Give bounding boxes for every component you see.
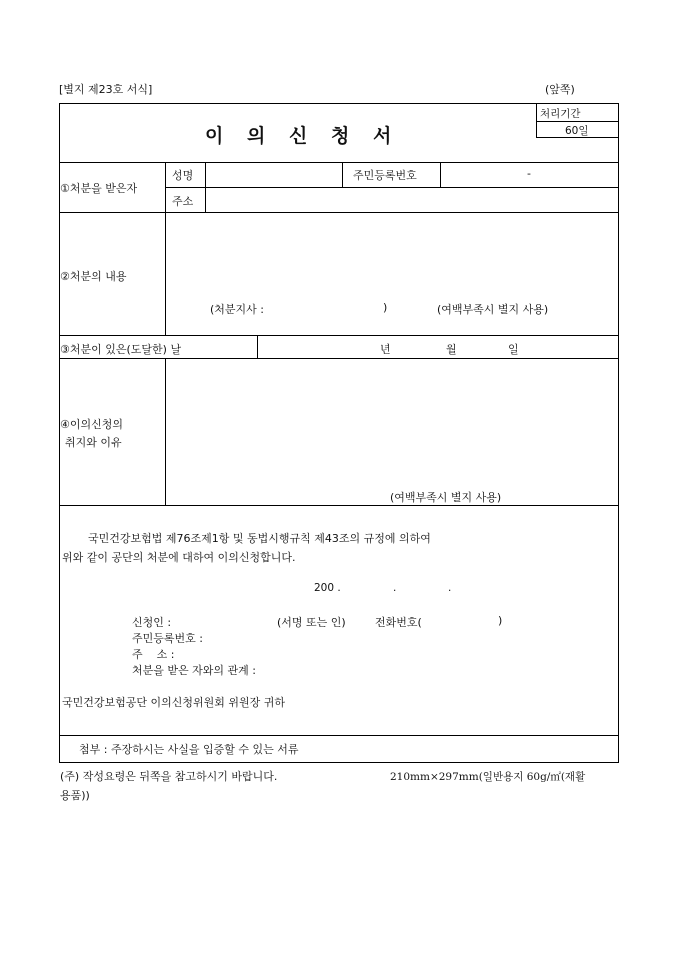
branch-close: ) (383, 301, 388, 314)
address-field[interactable] (206, 189, 617, 211)
title-char: 의 (247, 125, 266, 147)
name-field[interactable] (206, 164, 341, 186)
disposition-content-label: ②처분의 내용 (60, 270, 127, 283)
attachment-note: 첨부 : 주장하시는 사실을 입증할 수 있는 서류 (79, 743, 299, 756)
date-dot-2: . (448, 582, 452, 594)
applicant-rrn-label: 주민등록번호 : (132, 632, 203, 645)
objection-reason-label-1: ④이의신청의 (60, 418, 123, 431)
recipient-section-label: ①처분을 받은자 (60, 182, 138, 195)
title-char: 신 (289, 125, 308, 147)
phone-label: 전화번호( (375, 616, 422, 629)
phone-close: ) (498, 614, 503, 627)
date-dot-1: . (393, 582, 397, 594)
statement-line-1: 국민건강보험법 제76조제1항 및 동법시행규칙 제43조의 규정에 의하여 (88, 532, 431, 545)
front-side-label: (앞쪽) (545, 83, 575, 96)
relation-label: 처분을 받은 자와의 관계 : (132, 664, 256, 677)
processing-period-value: 60일 (565, 125, 589, 137)
statement-line-2: 위와 같이 공단의 처분에 대하여 이의신청합니다. (62, 551, 296, 564)
applicant-label: 신청인 : (132, 616, 172, 629)
paper-spec-cont: 용품)) (60, 789, 90, 802)
rrn-label: 주민등록번호 (353, 169, 417, 182)
paper-spec: 210mm×297mm(일반용지 60g/㎡(재활 (390, 771, 586, 783)
processing-period-label: 처리기간 (540, 108, 581, 120)
address-label: 주소 (172, 195, 194, 208)
rrn-separator: - (527, 167, 531, 180)
recipient-address: 국민건강보험공단 이의신청위원회 위원장 귀하 (62, 696, 286, 709)
name-label: 성명 (172, 169, 194, 182)
year-label: 년 (380, 343, 391, 356)
footer-note: (주) 작성요령은 뒤쪽을 참고하시기 바랍니다. (60, 770, 278, 783)
branch-label: (처분지사 : (210, 303, 264, 316)
objection-reason-label-2: 취지와 이유 (65, 436, 122, 449)
objection-reason-field[interactable] (166, 360, 617, 480)
month-label: 월 (446, 343, 457, 356)
disposition-date-label: ③처분이 있은(도달한) 날 (60, 343, 182, 356)
applicant-address-label: 주 소 : (132, 648, 175, 661)
disposition-content-field[interactable] (166, 214, 617, 294)
title-char: 이 (205, 125, 224, 147)
title-char: 서 (373, 125, 392, 147)
form-number-label: [별지 제23호 서식] (59, 83, 153, 96)
date-year: 200 . (314, 582, 341, 594)
day-label: 일 (508, 343, 519, 356)
title-char: 청 (331, 125, 350, 147)
signature-label: (서명 또는 인) (277, 616, 346, 629)
extra-sheet-note-2: (여백부족시 별지 사용) (390, 491, 502, 504)
extra-sheet-note: (여백부족시 별지 사용) (437, 303, 549, 316)
